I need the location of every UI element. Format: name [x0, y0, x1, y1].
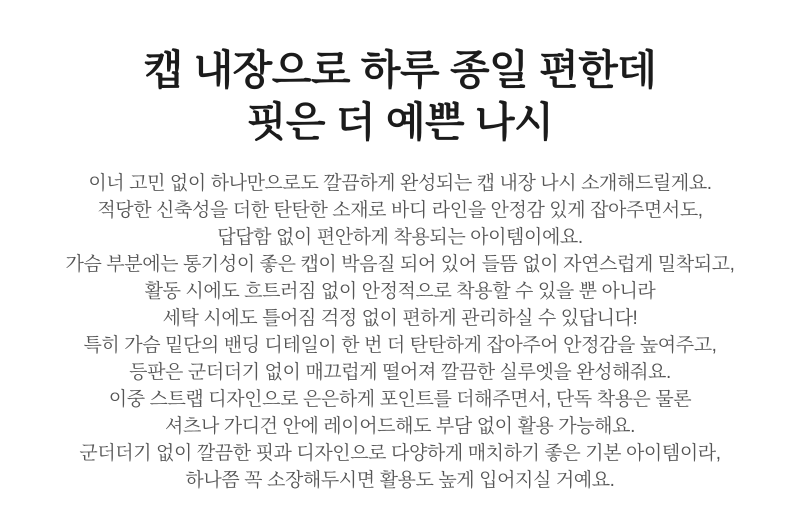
body-line: 특히 가슴 밑단의 밴딩 디테일이 한 번 더 탄탄하게 잡아주어 안정감을 높여주고, [83, 335, 717, 356]
page-title-line: 캡 내장으로 하루 종일 편한데 [143, 47, 657, 93]
body-line: 이중 스트랩 디자인으로 은은하게 포인트를 더해주면서, 단독 착용은 물론 [108, 389, 692, 410]
body-line: 군더더기 없이 깔끔한 핏과 디자인으로 다양하게 매치하기 좋은 기본 아이템이라, [79, 443, 721, 464]
body-line: 적당한 신축성을 더한 탄탄한 소재로 바디 라인을 안정감 있게 잡아주면서도, [97, 200, 703, 221]
page-title [0, 44, 800, 148]
body-line: 활동 시에도 흐트러짐 없이 안정적으로 착용할 수 있을 뿐 아니라 [144, 281, 656, 302]
body-line: 이너 고민 없이 하나만으로도 깔끔하게 완성되는 캡 내장 나시 소개해드릴게요. [88, 173, 712, 194]
body-line: 하나쯤 꼭 소장해두시면 활용도 높게 입어지실 거예요. [185, 470, 615, 491]
body-line: 답답함 없이 편안하게 착용되는 아이템이에요. [217, 227, 583, 248]
body-line: 셔츠나 가디건 안에 레이어드해도 부담 없이 활용 가능해요. [165, 416, 635, 437]
body-line: 가슴 부분에는 통기성이 좋은 캡이 박음질 되어 있어 들뜸 없이 자연스럽게 밀착되고, [65, 254, 735, 275]
page-title-line: 핏은 더 예쁜 나시 [246, 99, 554, 145]
body-line: 세탁 시에도 틀어짐 걱정 없이 편하게 관리하실 수 있답니다! [162, 308, 638, 329]
product-description-text [0, 170, 800, 494]
body-line: 등판은 군더더기 없이 매끄럽게 떨어져 깔끔한 실루엣을 완성해줘요. [129, 362, 671, 383]
